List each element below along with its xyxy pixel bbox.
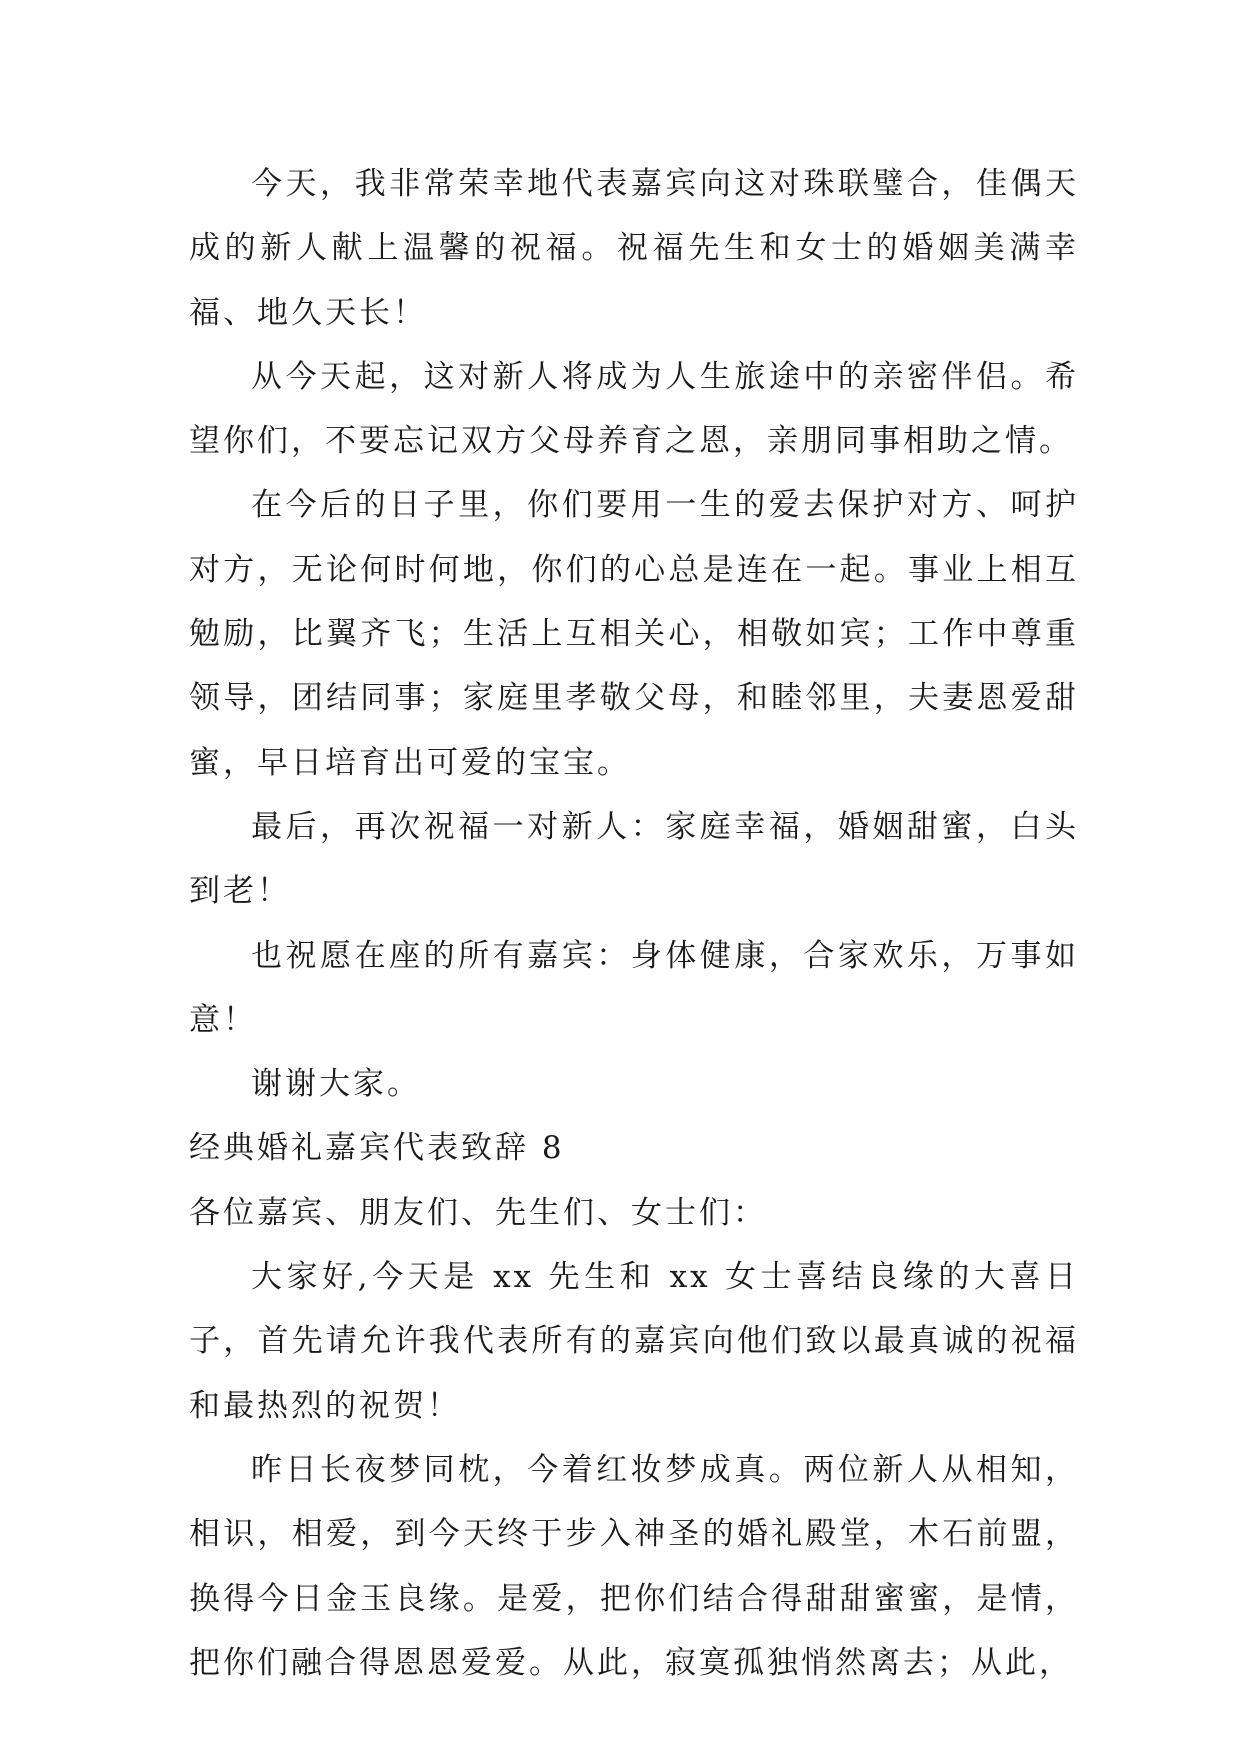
paragraph-blessing: 今天，我非常荣幸地代表嘉宾向这对珠联璧合，佳偶天成的新人献上温馨的祝福。祝福先生和女士的婚姻美满幸福、地久天长！ — [189, 166, 1079, 331]
paragraph-love-story: 昨日长夜梦同枕，今着红妆梦成真。两位新人从相知，相识，相爱，到今天终于步入神圣的婚礼殿堂，木石前盟，换得今日金玉良缘。是爱，把你们结合得甜甜蜜蜜，是情，把你们融合得恩恩爱爱。从此，寂寞孤独悄然离去；从此， — [189, 1451, 1079, 1681]
section-title: 经典婚礼嘉宾代表致辞 8 — [189, 1130, 565, 1167]
salutation: 各位嘉宾、朋友们、先生们、女士们： — [189, 1194, 767, 1231]
paragraph-companions: 从今天起，这对新人将成为人生旅途中的亲密伴侣。希望你们，不要忘记双方父母养育之恩，亲朋同事相助之情。 — [189, 358, 1079, 460]
paragraph-final-blessing: 最后，再次祝福一对新人：家庭幸福，婚姻甜蜜，白头到老！ — [189, 808, 1079, 910]
paragraph-guests-wish: 也祝愿在座的所有嘉宾：身体健康，合家欢乐，万事如意！ — [189, 937, 1079, 1038]
paragraph-thanks: 谢谢大家。 — [251, 1066, 421, 1103]
paragraph-future: 在今后的日子里，你们要用一生的爱去保护对方、呵护对方，无论何时何地，你们的心总是连在一起。事业上相互勉励，比翼齐飞；生活上互相关心，相敬如宾；工作中尊重领导，团结同事；家庭里孝敬父母，和睦邻里，夫妻恩爱甜蜜，早日培育出可爱的宝宝。 — [189, 487, 1079, 781]
paragraph-greeting: 大家好,今天是 xx 先生和 xx 女士喜结良缘的大喜日子，首先请允许我代表所有的嘉宾向他们致以最真诚的祝福和最热烈的祝贺！ — [189, 1259, 1079, 1424]
document-body — [189, 152, 1079, 1695]
